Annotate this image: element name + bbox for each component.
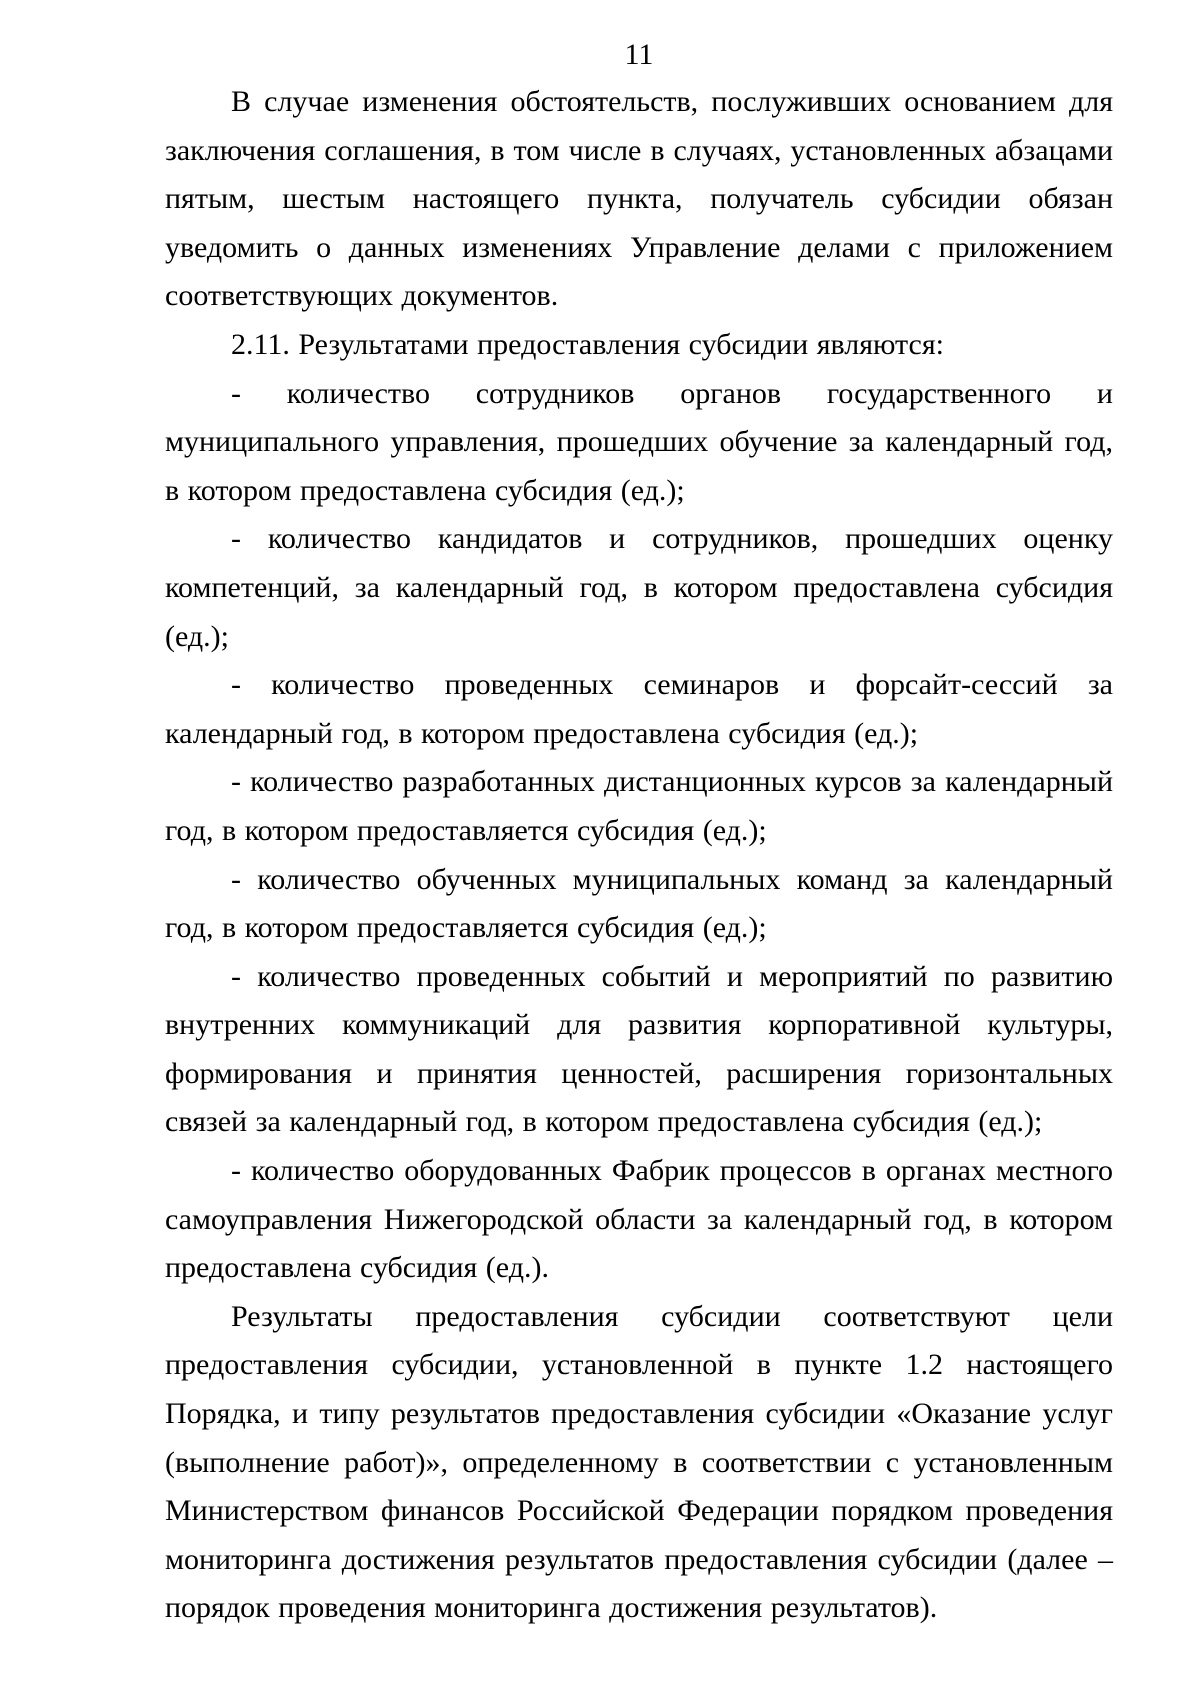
page-number: 11 bbox=[624, 38, 654, 71]
paragraph-result-competency-assessment: - количество кандидатов и сотрудников, прошедших оценку компетенций, за календарный год, в котором предоставлена субсидия (ед.); bbox=[165, 522, 1113, 653]
paragraph-result-trained-employees: - количество сотрудников органов государственного и муниципального управления, прошедших обучение за календарный год, в котором предоставлена субсидия (ед.); bbox=[165, 376, 1113, 507]
paragraph-result-distance-courses: - количество разработанных дистанционных курсов за календарный год, в котором предоставляется субсидия (ед.); bbox=[165, 765, 1113, 847]
paragraph-results-correspond-to-goal: Результаты предоставления субсидии соответствуют цели предоставления субсидии, установленной в пункте 1.2 настоящего Порядка, и типу результатов предоставления субсидии «Оказание услуг (выполнение работ)», определенному в соответствии с установленным Министерством финансов Российской Федерации порядком проведения мониторинга достижения результатов предоставления субсидии (далее – порядок проведения мониторинга достижения результатов). bbox=[165, 1299, 1113, 1625]
paragraph-clause-2-11-heading: 2.11. Результатами предоставления субсидии являются: bbox=[231, 327, 944, 361]
paragraph-change-of-circumstances: В случае изменения обстоятельств, послуживших основанием для заключения соглашения, в том числе в случаях, установленных абзацами пятым, шестым настоящего пункта, получатель субсидии обязан уведомить о данных изменениях Управление делами с приложением соответствующих документов. bbox=[165, 85, 1113, 313]
document-body bbox=[165, 78, 1113, 1633]
paragraph-result-process-factories: - количество оборудованных Фабрик процессов в органах местного самоуправления Нижегородской области за календарный год, в котором предоставлена субсидия (ед.). bbox=[165, 1154, 1113, 1285]
paragraph-result-internal-communications: - количество проведенных событий и мероприятий по развитию внутренних коммуникаций для развития корпоративной культуры, формирования и принятия ценностей, расширения горизонтальных связей за календарный год, в котором предоставлена субсидия (ед.); bbox=[165, 959, 1113, 1139]
paragraph-result-seminars-foresight: - количество проведенных семинаров и форсайт-сессий за календарный год, в котором предоставлена субсидия (ед.); bbox=[165, 668, 1113, 750]
paragraph-result-municipal-teams: - количество обученных муниципальных команд за календарный год, в котором предоставляется субсидия (ед.); bbox=[165, 862, 1113, 945]
